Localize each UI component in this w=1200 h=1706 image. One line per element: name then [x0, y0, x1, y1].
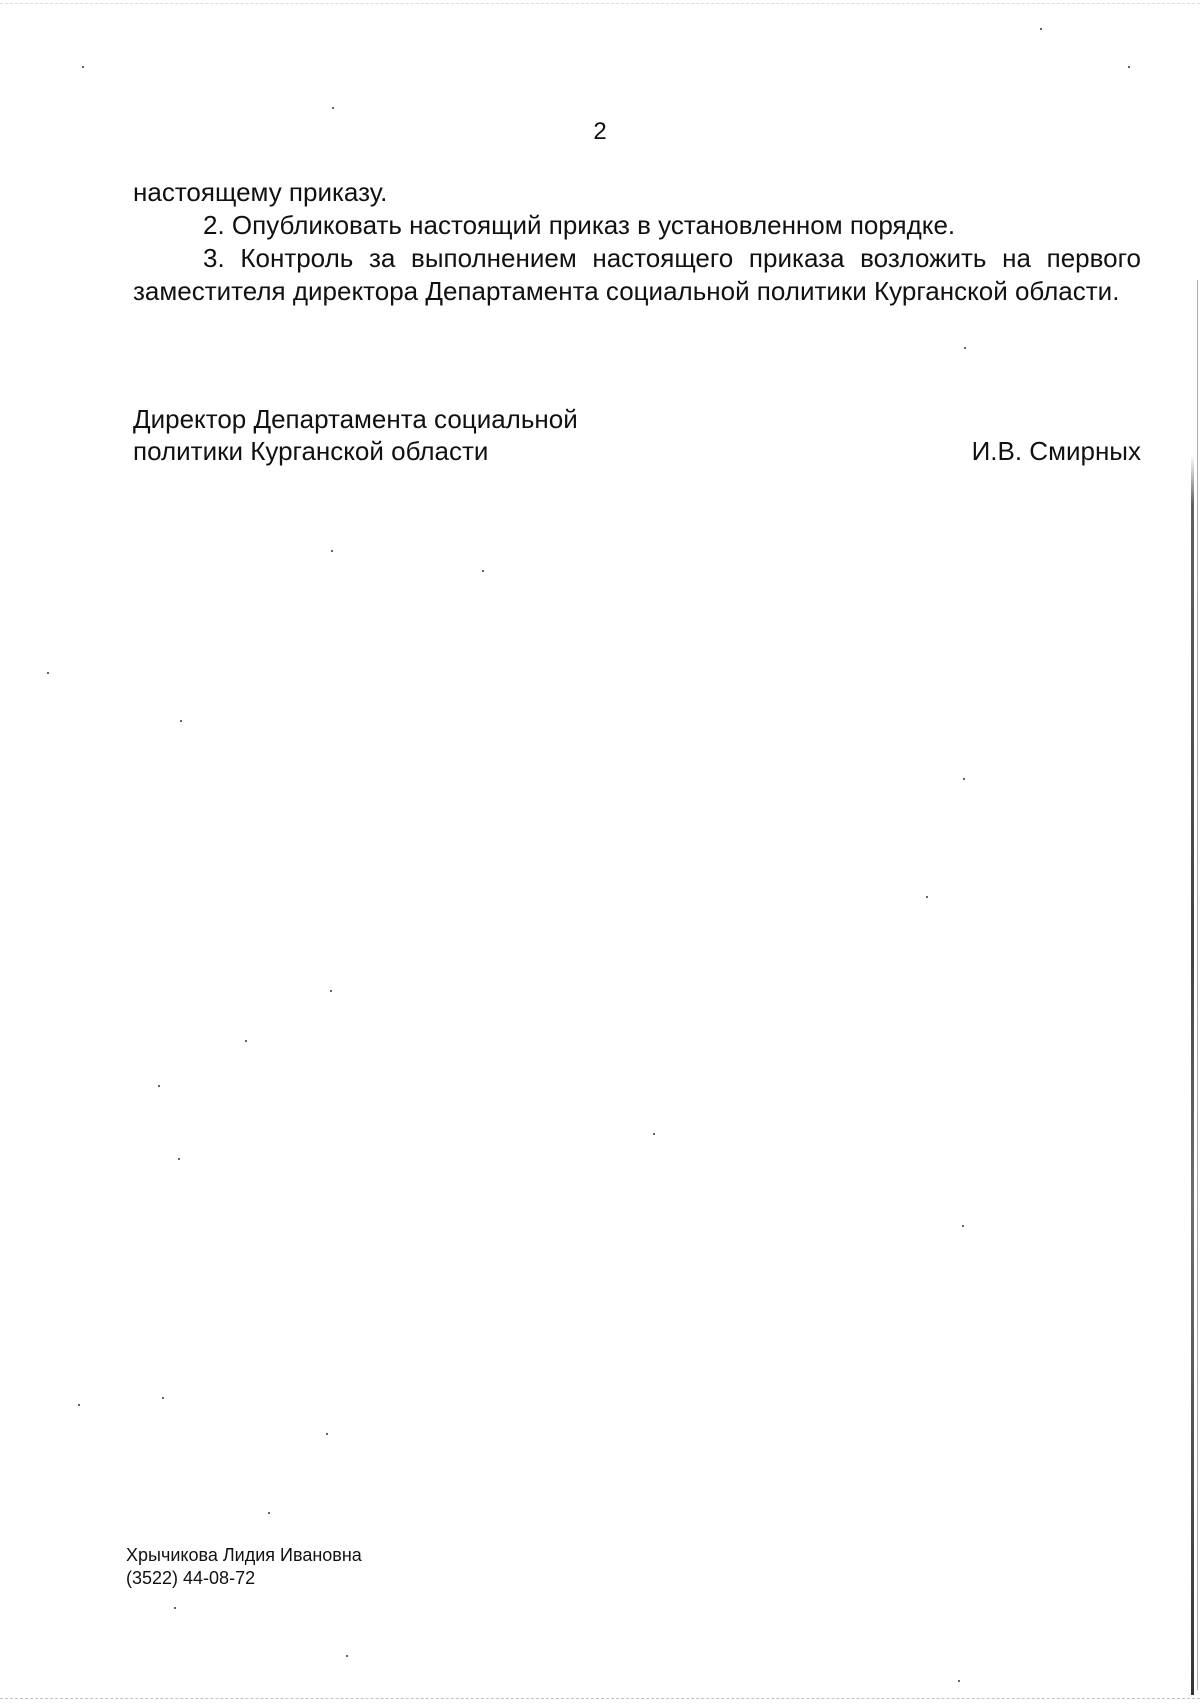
scan-speck [178, 1158, 180, 1160]
scan-speck [482, 570, 484, 572]
executor-phone: (3522) 44-08-72 [126, 1568, 256, 1588]
scan-speck [1040, 28, 1042, 30]
scan-speck [964, 347, 966, 349]
scan-artifact-bottom-edge [0, 1698, 1200, 1700]
scan-speck [332, 107, 334, 109]
scan-speck [926, 896, 928, 898]
scan-speck [962, 1225, 964, 1227]
executor-name: Хрычикова Лидия Ивановна [126, 1545, 362, 1565]
signatory-title-line-1: Директор Департамента социальной [133, 404, 578, 434]
scan-artifact-top-edge [0, 3, 1200, 5]
signature-block [133, 403, 1141, 467]
scan-speck [162, 1397, 164, 1399]
scan-speck [47, 672, 49, 674]
signatory-name: И.В. Смирных [971, 436, 1141, 466]
scan-speck [330, 990, 332, 992]
scan-speck [653, 1133, 655, 1135]
scan-speck [326, 1433, 328, 1435]
scan-speck [331, 550, 333, 552]
scan-speck [963, 778, 965, 780]
scan-artifact-right-edge-thin [1197, 280, 1198, 1690]
scan-speck [158, 1085, 160, 1087]
scan-speck [346, 1655, 348, 1657]
scan-speck [268, 1512, 270, 1514]
executor-contact [126, 1544, 362, 1590]
order-item-3: 3. Контроль за выполнением настоящего приказа возложить на первого заместителя директора Департамента социальной политики Курганской области. [133, 243, 1141, 306]
scan-speck [1128, 66, 1130, 68]
order-body-text [133, 176, 1141, 308]
signatory-title-line-2: политики Курганской области [133, 436, 489, 466]
scan-speck [180, 720, 182, 722]
page-number: 2 [593, 118, 607, 145]
scan-speck [245, 1040, 247, 1042]
scan-speck [174, 1607, 176, 1609]
scan-speck [958, 1680, 960, 1682]
order-item-2: 2. Опубликовать настоящий приказ в установленном порядке. [203, 210, 956, 240]
scan-speck [78, 1404, 80, 1406]
scan-speck [82, 66, 84, 68]
scan-artifact-right-edge [1191, 455, 1194, 1695]
continuation-paragraph: настоящему приказу. [133, 177, 388, 207]
